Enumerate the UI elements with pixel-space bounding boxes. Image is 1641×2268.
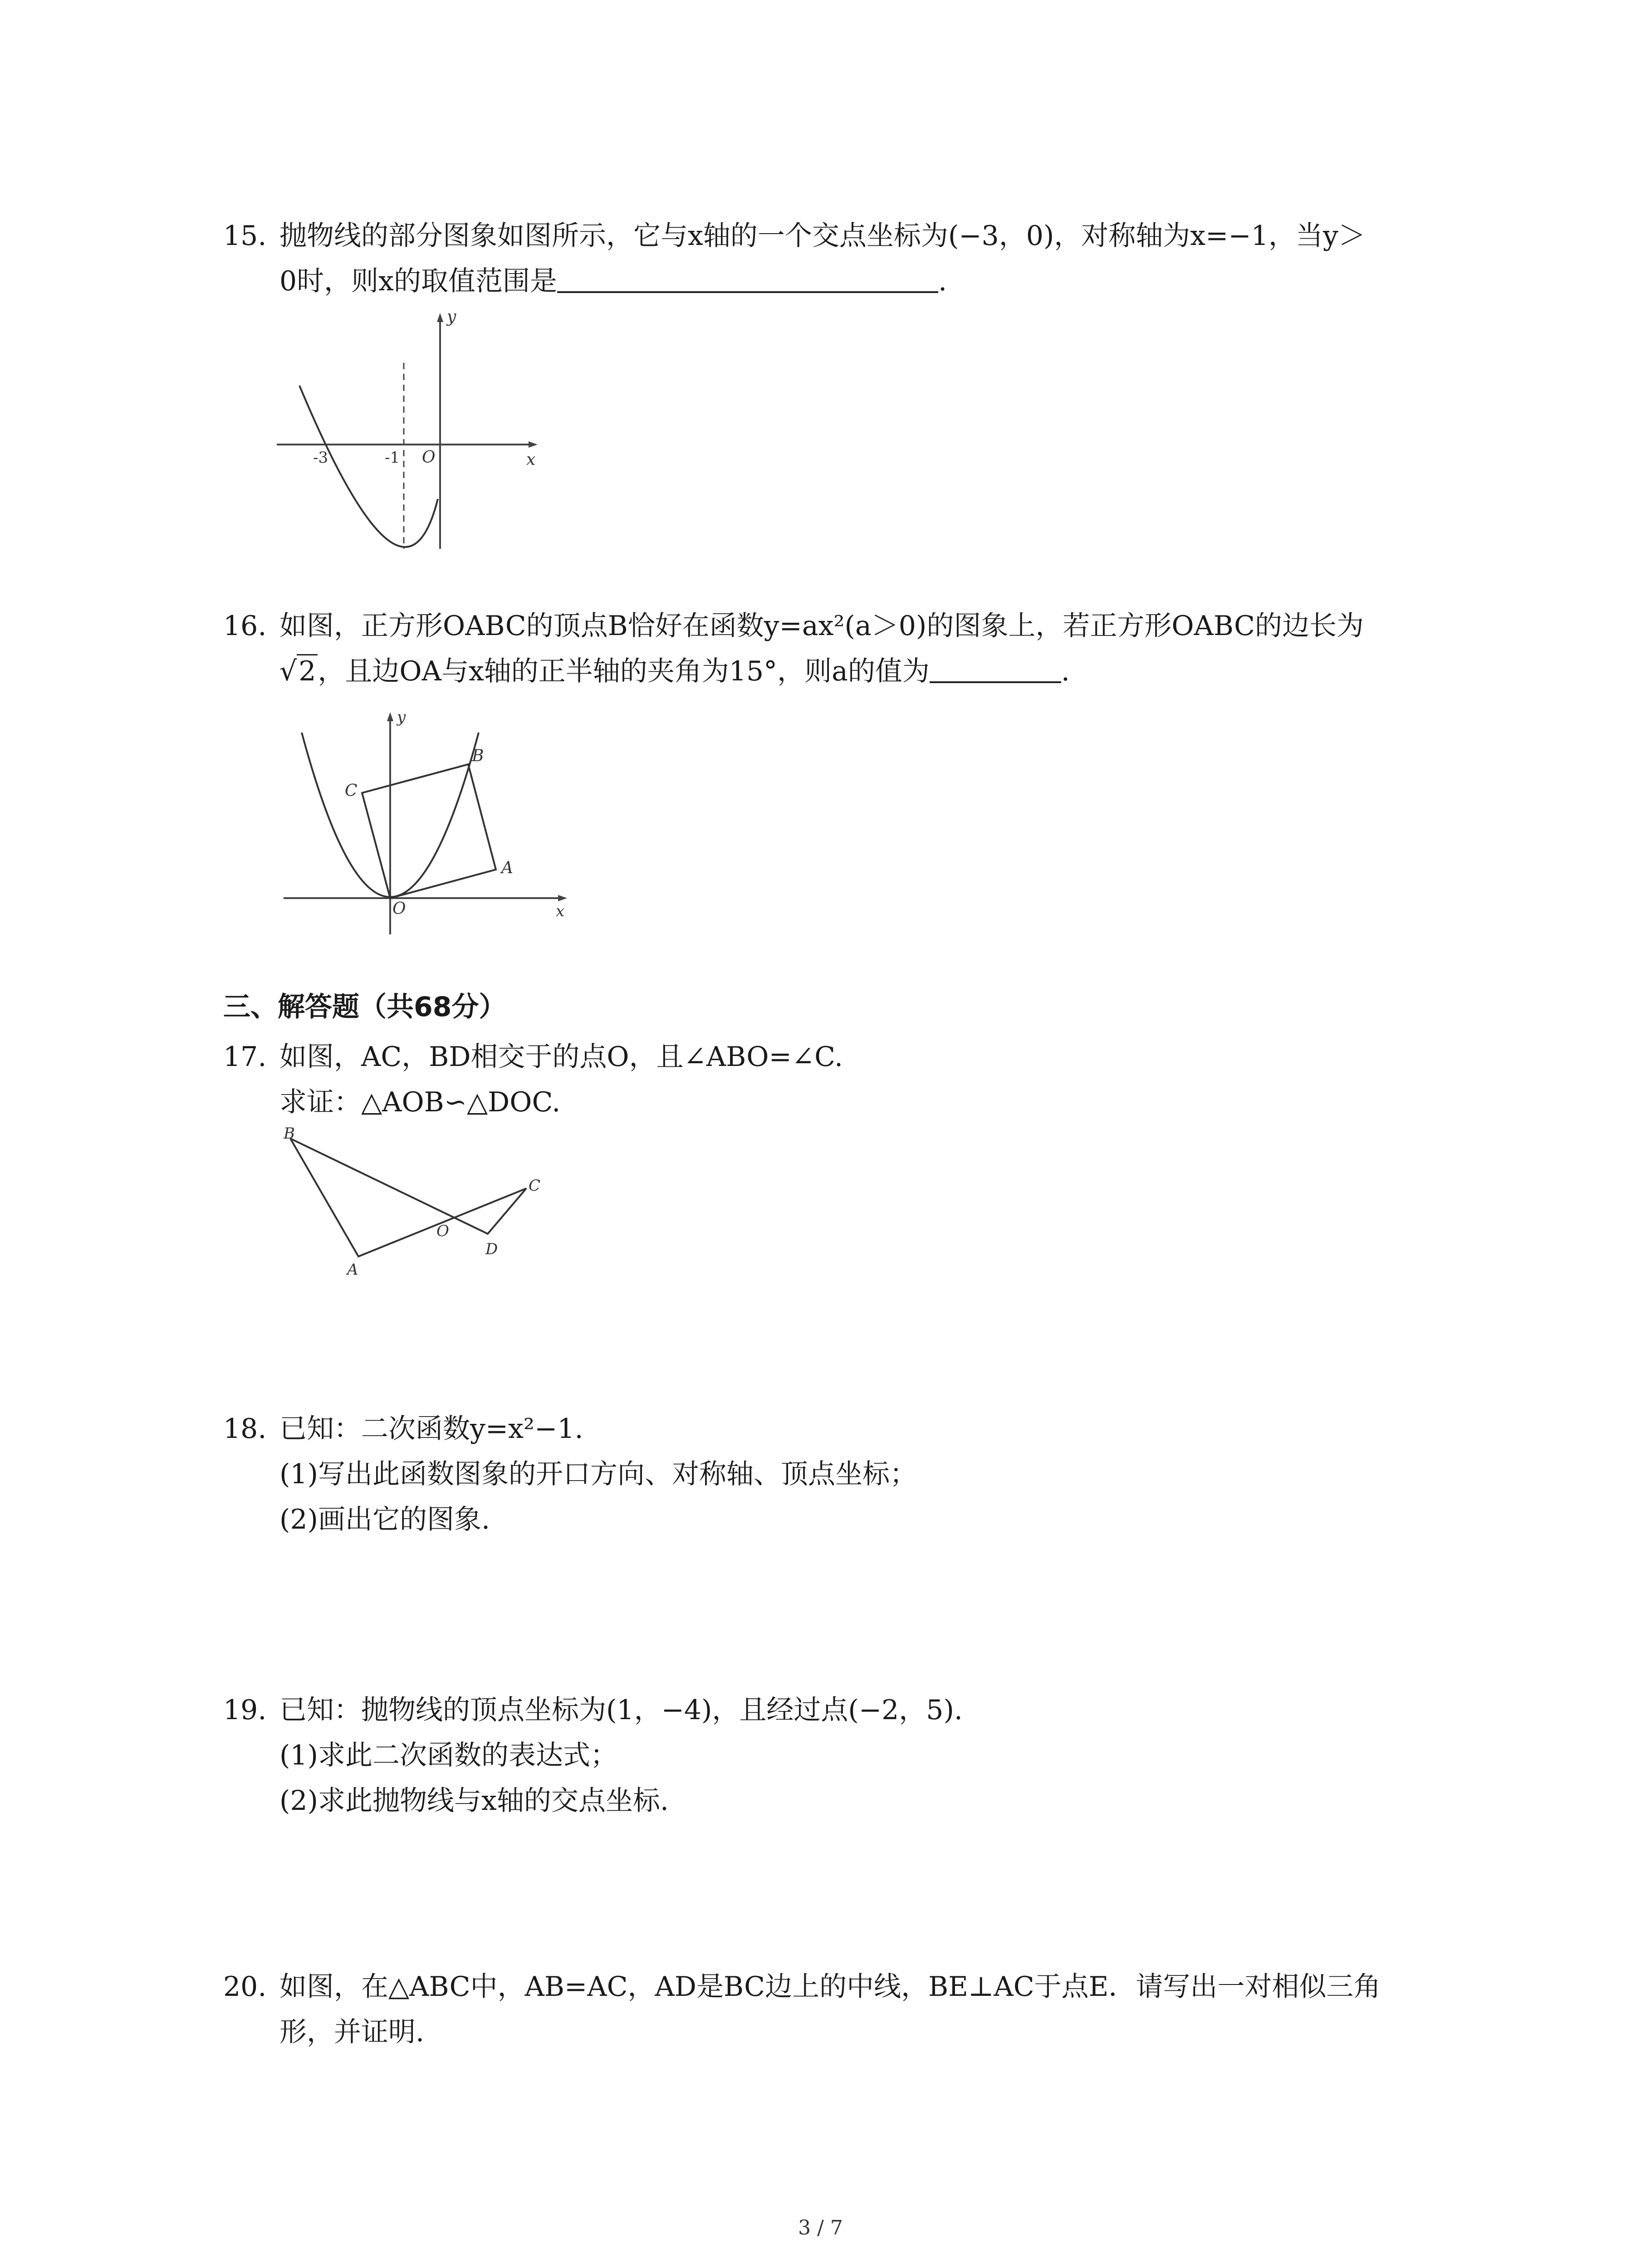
question-20 (223, 1964, 1457, 2055)
x-label: x (526, 450, 536, 469)
question-text: 抛物线的部分图象如图所示，它与x轴的一个交点坐标为(−3，0)，对称轴为x=−1，当y＞ (279, 220, 1366, 252)
sub-question: (1)写出此函数图象的开口方向、对称轴、顶点坐标； (279, 1458, 917, 1490)
point-b-label: B (472, 747, 484, 765)
answer-blank[interactable] (557, 264, 938, 293)
question-text: ，且边OA与x轴的正半轴的夹角为15°，则a的值为 (318, 655, 930, 687)
point-a-label: A (501, 859, 513, 877)
y-label: y (397, 708, 406, 726)
point-a-label: A (347, 1261, 358, 1279)
sub-question: (1)求此二次函数的表达式； (279, 1740, 617, 1771)
question-text: 如图，AC，BD相交于的点O，且∠ABO=∠C. (279, 1041, 843, 1073)
square-oabc (362, 764, 496, 898)
question-text: 已知：二次函数y=x²−1. (279, 1413, 583, 1445)
question-text: 形，并证明. (279, 2016, 425, 2048)
figure-q16-square-parabola (277, 708, 576, 943)
tick-label-minus-1: -1 (385, 449, 400, 467)
period: . (1061, 655, 1070, 687)
question-text: 求证：△AOB∽△DOC. (279, 1086, 561, 1118)
x-arrow-icon (558, 895, 567, 901)
y-label: y (447, 308, 456, 326)
tick-label-minus-3: -3 (313, 449, 328, 467)
figure-q15-parabola (272, 308, 563, 553)
section-heading: 三、解答题（共68分） (223, 991, 506, 1023)
question-text: 已知：抛物线的顶点坐标为(1，−4)，且经过点(−2，5). (279, 1694, 963, 1726)
x-label: x (556, 902, 565, 920)
question-18 (223, 1406, 1457, 1542)
answer-blank[interactable] (930, 654, 1061, 683)
origin-label: O (422, 448, 436, 467)
figure-q17-triangles (272, 1125, 554, 1279)
question-number: 18. (223, 1413, 267, 1445)
sub-question: (2)求此抛物线与x轴的交点坐标. (279, 1785, 669, 1817)
point-o-label: O (436, 1222, 449, 1240)
point-b-label: B (284, 1125, 295, 1143)
page-number: 3 / 7 (798, 2216, 843, 2239)
question-17 (223, 1034, 1457, 1125)
question-text: 0时，则x的取值范围是 (279, 265, 558, 297)
point-d-label: D (485, 1240, 498, 1258)
sqrt-value: 2 (297, 654, 318, 687)
question-19 (223, 1687, 1457, 1823)
question-15 (223, 213, 1457, 304)
question-number: 20. (223, 1971, 267, 2003)
question-number: 15. (223, 220, 267, 252)
sub-question: (2)画出它的图象. (279, 1504, 490, 1535)
question-text: 如图，正方形OABC的顶点B恰好在函数y=ax²(a＞0)的图象上，若正方形OABC的边长为 (279, 610, 1364, 642)
y-arrow-icon (437, 313, 443, 322)
origin-label: O (392, 899, 406, 918)
question-16 (223, 603, 1457, 694)
question-number: 19. (223, 1694, 267, 1726)
point-c-label: C (345, 782, 358, 800)
point-c-label: C (529, 1177, 541, 1195)
triangle-lines (290, 1139, 526, 1256)
question-number: 16. (223, 610, 267, 642)
question-text: 如图，在△ABC中，AB=AC，AD是BC边上的中线，BE⊥AC于点E．请写出一对相似三角 (279, 1971, 1381, 2003)
question-number: 17. (223, 1041, 267, 1073)
period: . (938, 265, 947, 297)
y-arrow-icon (387, 712, 393, 721)
sqrt-symbol: √ (279, 655, 297, 687)
x-arrow-icon (529, 441, 538, 448)
